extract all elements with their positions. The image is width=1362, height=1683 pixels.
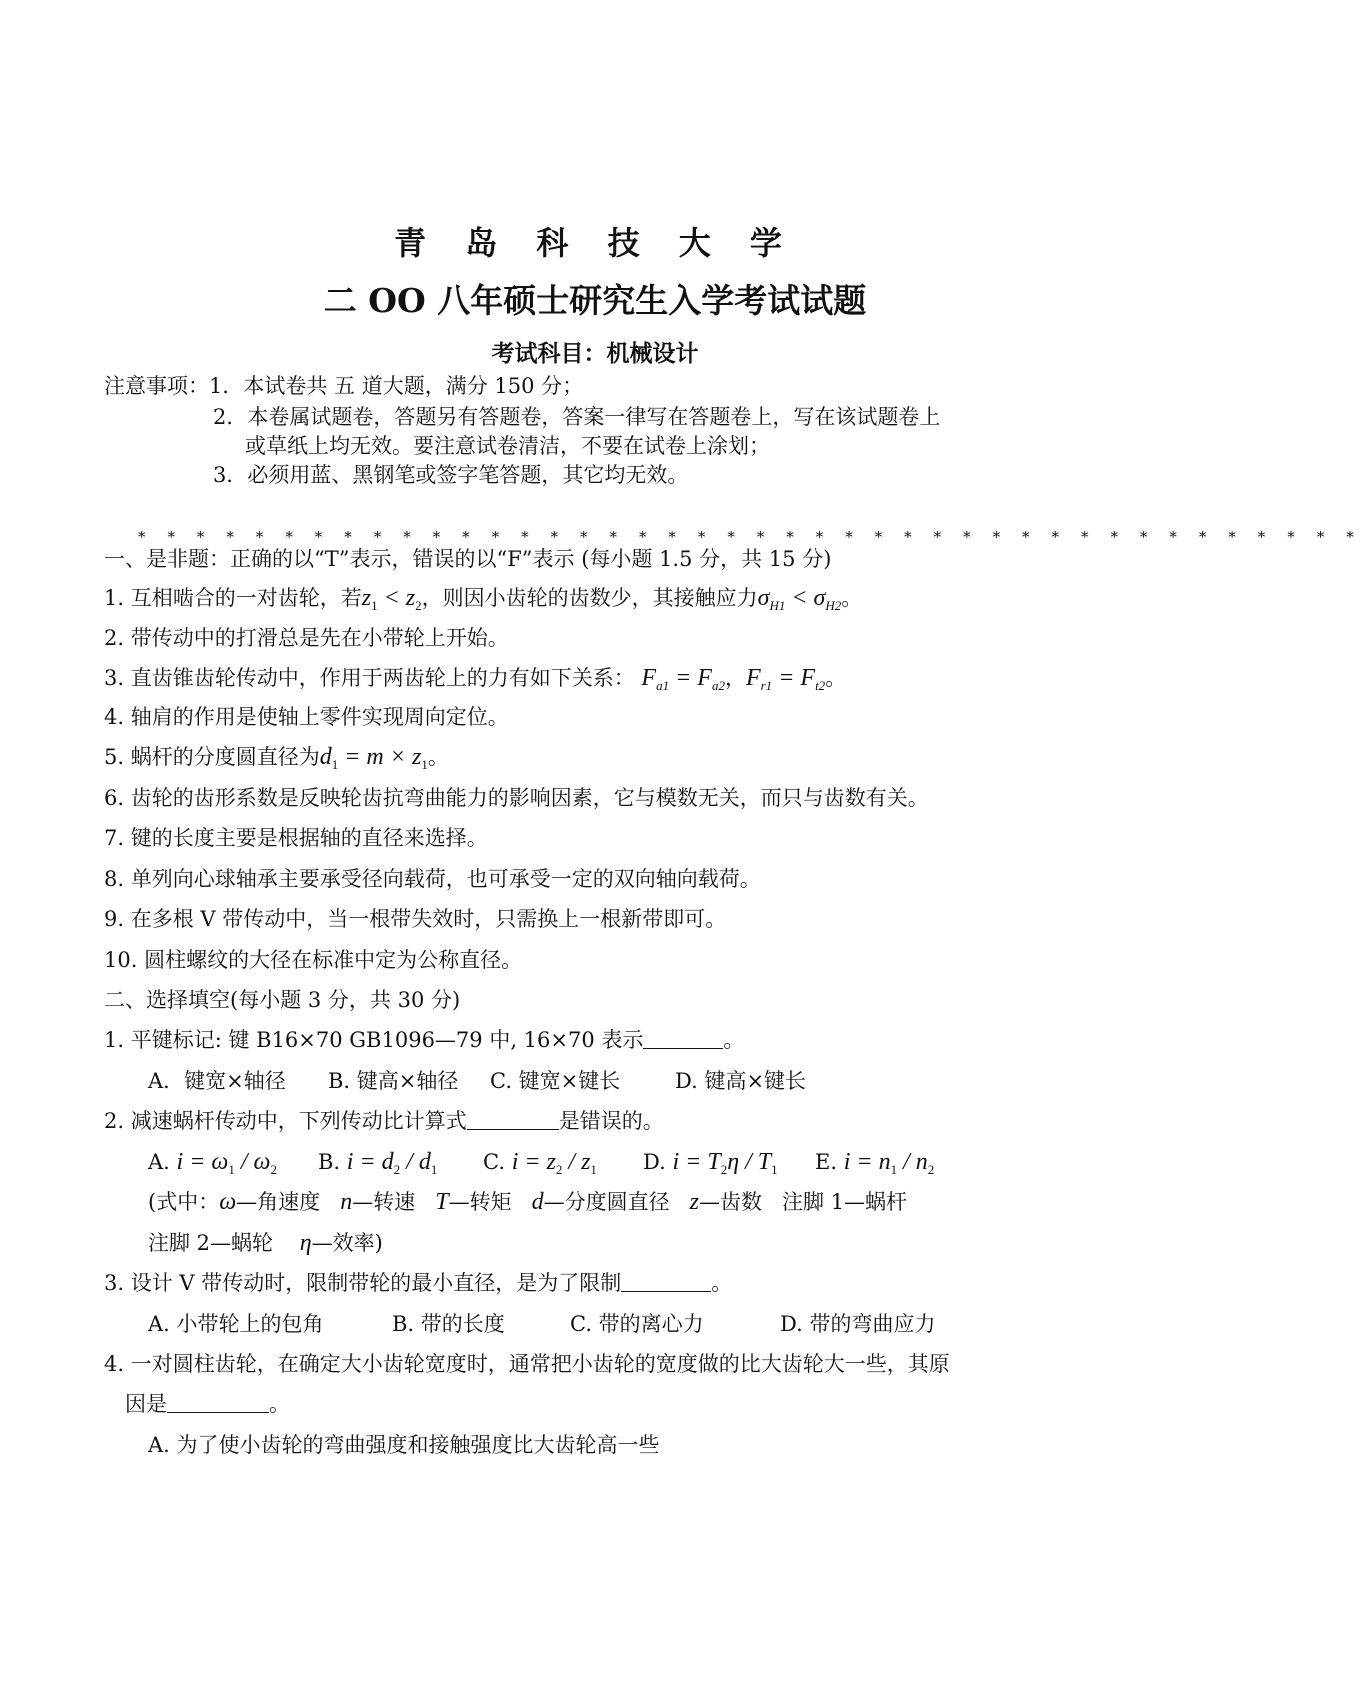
answer-blank [167,1392,269,1413]
notice-item-1: 1．本试卷共 五 道大题，满分 150 分； [209,374,584,398]
option-d: D. 带的弯曲应力 [780,1312,936,1336]
exam-subject: 考试科目：机械设计 [491,340,699,367]
option-b: B. 带的长度 [392,1312,505,1336]
s1-question-10: 10. 圆柱螺纹的大径在标准中定为公称直径。 [104,948,523,972]
option-c: C. 键宽×键长 [490,1069,621,1093]
option-b: B. 键高×轴径 [328,1069,459,1093]
option-d: D. 键高×键长 [675,1069,807,1093]
option-a: A. 小带轮上的包角 [148,1312,324,1336]
exam-title: 二 OO 八年硕士研究生入学考试试题 [323,281,867,320]
notice-item-2b: 或草纸上均无效。要注意试卷清洁，不要在试卷上涂划； [245,434,770,458]
s1-question-6: 6. 齿轮的齿形系数是反映轮齿抗弯曲能力的影响因素，它与模数无关，而只与齿数有关。 [104,786,929,810]
university-name: 青 岛 科 技 大 学 [394,224,796,262]
section1-heading: 一、是非题：正确的以“T”表示，错误的以“F”表示 (每小题 1.5 分，共 15 分) [104,547,832,571]
option-b: B. $i = d_2 / d_1$ [318,1149,438,1177]
option-c: C. 带的离心力 [570,1312,704,1336]
s1-question-5: 5. 蜗杆的分度圆直径为$d_1 = m \times z_1$。 [104,744,449,772]
s2-question-1: 1. 平键标记: 键 B16×70 GB1096—79 中, 16×70 表示 。 [104,1028,745,1052]
option-a: A．键宽×轴径 [148,1069,286,1093]
s1-question-7: 7. 键的长度主要是根据轴的直径来选择。 [104,826,488,850]
s2-question-4-line-1: 4. 一对圆柱齿轮，在确定大小齿轮宽度时，通常把小齿轮的宽度做的比大齿轮大一些，其原 [104,1352,950,1376]
s1-question-4: 4. 轴肩的作用是使轴上零件实现周向定位。 [104,705,509,729]
option-e: E. $i = n_1 / n_2$ [815,1149,935,1177]
option-c: C. $i = z_2 / z_1$ [483,1149,597,1177]
notice-item-3: 3．必须用蓝、黑钢笔或签字笔答题，其它均无效。 [213,463,689,487]
option-a: A. $i = \omega_1 / \omega_2$ [148,1149,277,1177]
separator-stars: * * * * * * * * * * * * * * * * * * * * * * * * * * * * * * * * * * * * * * * * * * [138,528,1362,546]
answer-blank [643,1028,723,1049]
s1-question-1: 1. 互相啮合的一对齿轮，若$z_1 < z_2$，则因小齿轮的齿数少，其接触应力$\sigma_{H1} < \sigma_{H2}$。 [104,585,863,613]
s2-q2-note-1: (式中：ω—角速度 n—转速 T—转矩 d—分度圆直径 z—齿数 注脚 1—蜗杆 [148,1189,908,1215]
s2-question-4-line-2: 因是 。 [125,1392,290,1416]
s2-q2-options [148,1148,934,1184]
notice-label: 注意事项： [104,374,209,398]
section2-heading: 二、选择填空(每小题 3 分，共 30 分) [104,988,461,1012]
s1-question-8: 8. 单列向心球轴承主要承受径向载荷，也可承受一定的双向轴向载荷。 [104,867,761,891]
s2-q3-options [148,1310,935,1338]
s2-q4-option-a: A. 为了使小齿轮的弯曲强度和接触强度比大齿轮高一些 [148,1433,660,1457]
s2-q1-options [148,1067,806,1095]
s2-question-3: 3. 设计 V 带传动时，限制带轮的最小直径，是为了限制 。 [104,1271,733,1295]
notice-line-1 [104,372,583,400]
s1-question-3: 3. 直齿锥齿轮传动中，作用于两齿轮上的力有如下关系： $F_{a1} = F_{a2}$，$F_{r1} = F_{t2}$。 [104,665,847,693]
answer-blank [621,1271,711,1292]
s1-question-9: 9. 在多根 V 带传动中，当一根带失效时，只需换上一根新带即可。 [104,907,727,931]
s1-question-2: 2. 带传动中的打滑总是先在小带轮上开始。 [104,626,509,650]
answer-blank [467,1109,559,1130]
s2-question-2: 2. 减速蜗杆传动中，下列传动比计算式 是错误的。 [104,1109,664,1133]
notice-item-2a: 2．本卷属试题卷，答题另有答题卷，答案一律写在答题卷上，写在该试题卷上 [213,405,941,429]
option-d: D. $i = T_2\eta / T_1$ [643,1149,778,1177]
s2-q2-note-2: 注脚 2—蜗轮 η—效率) [148,1230,383,1256]
